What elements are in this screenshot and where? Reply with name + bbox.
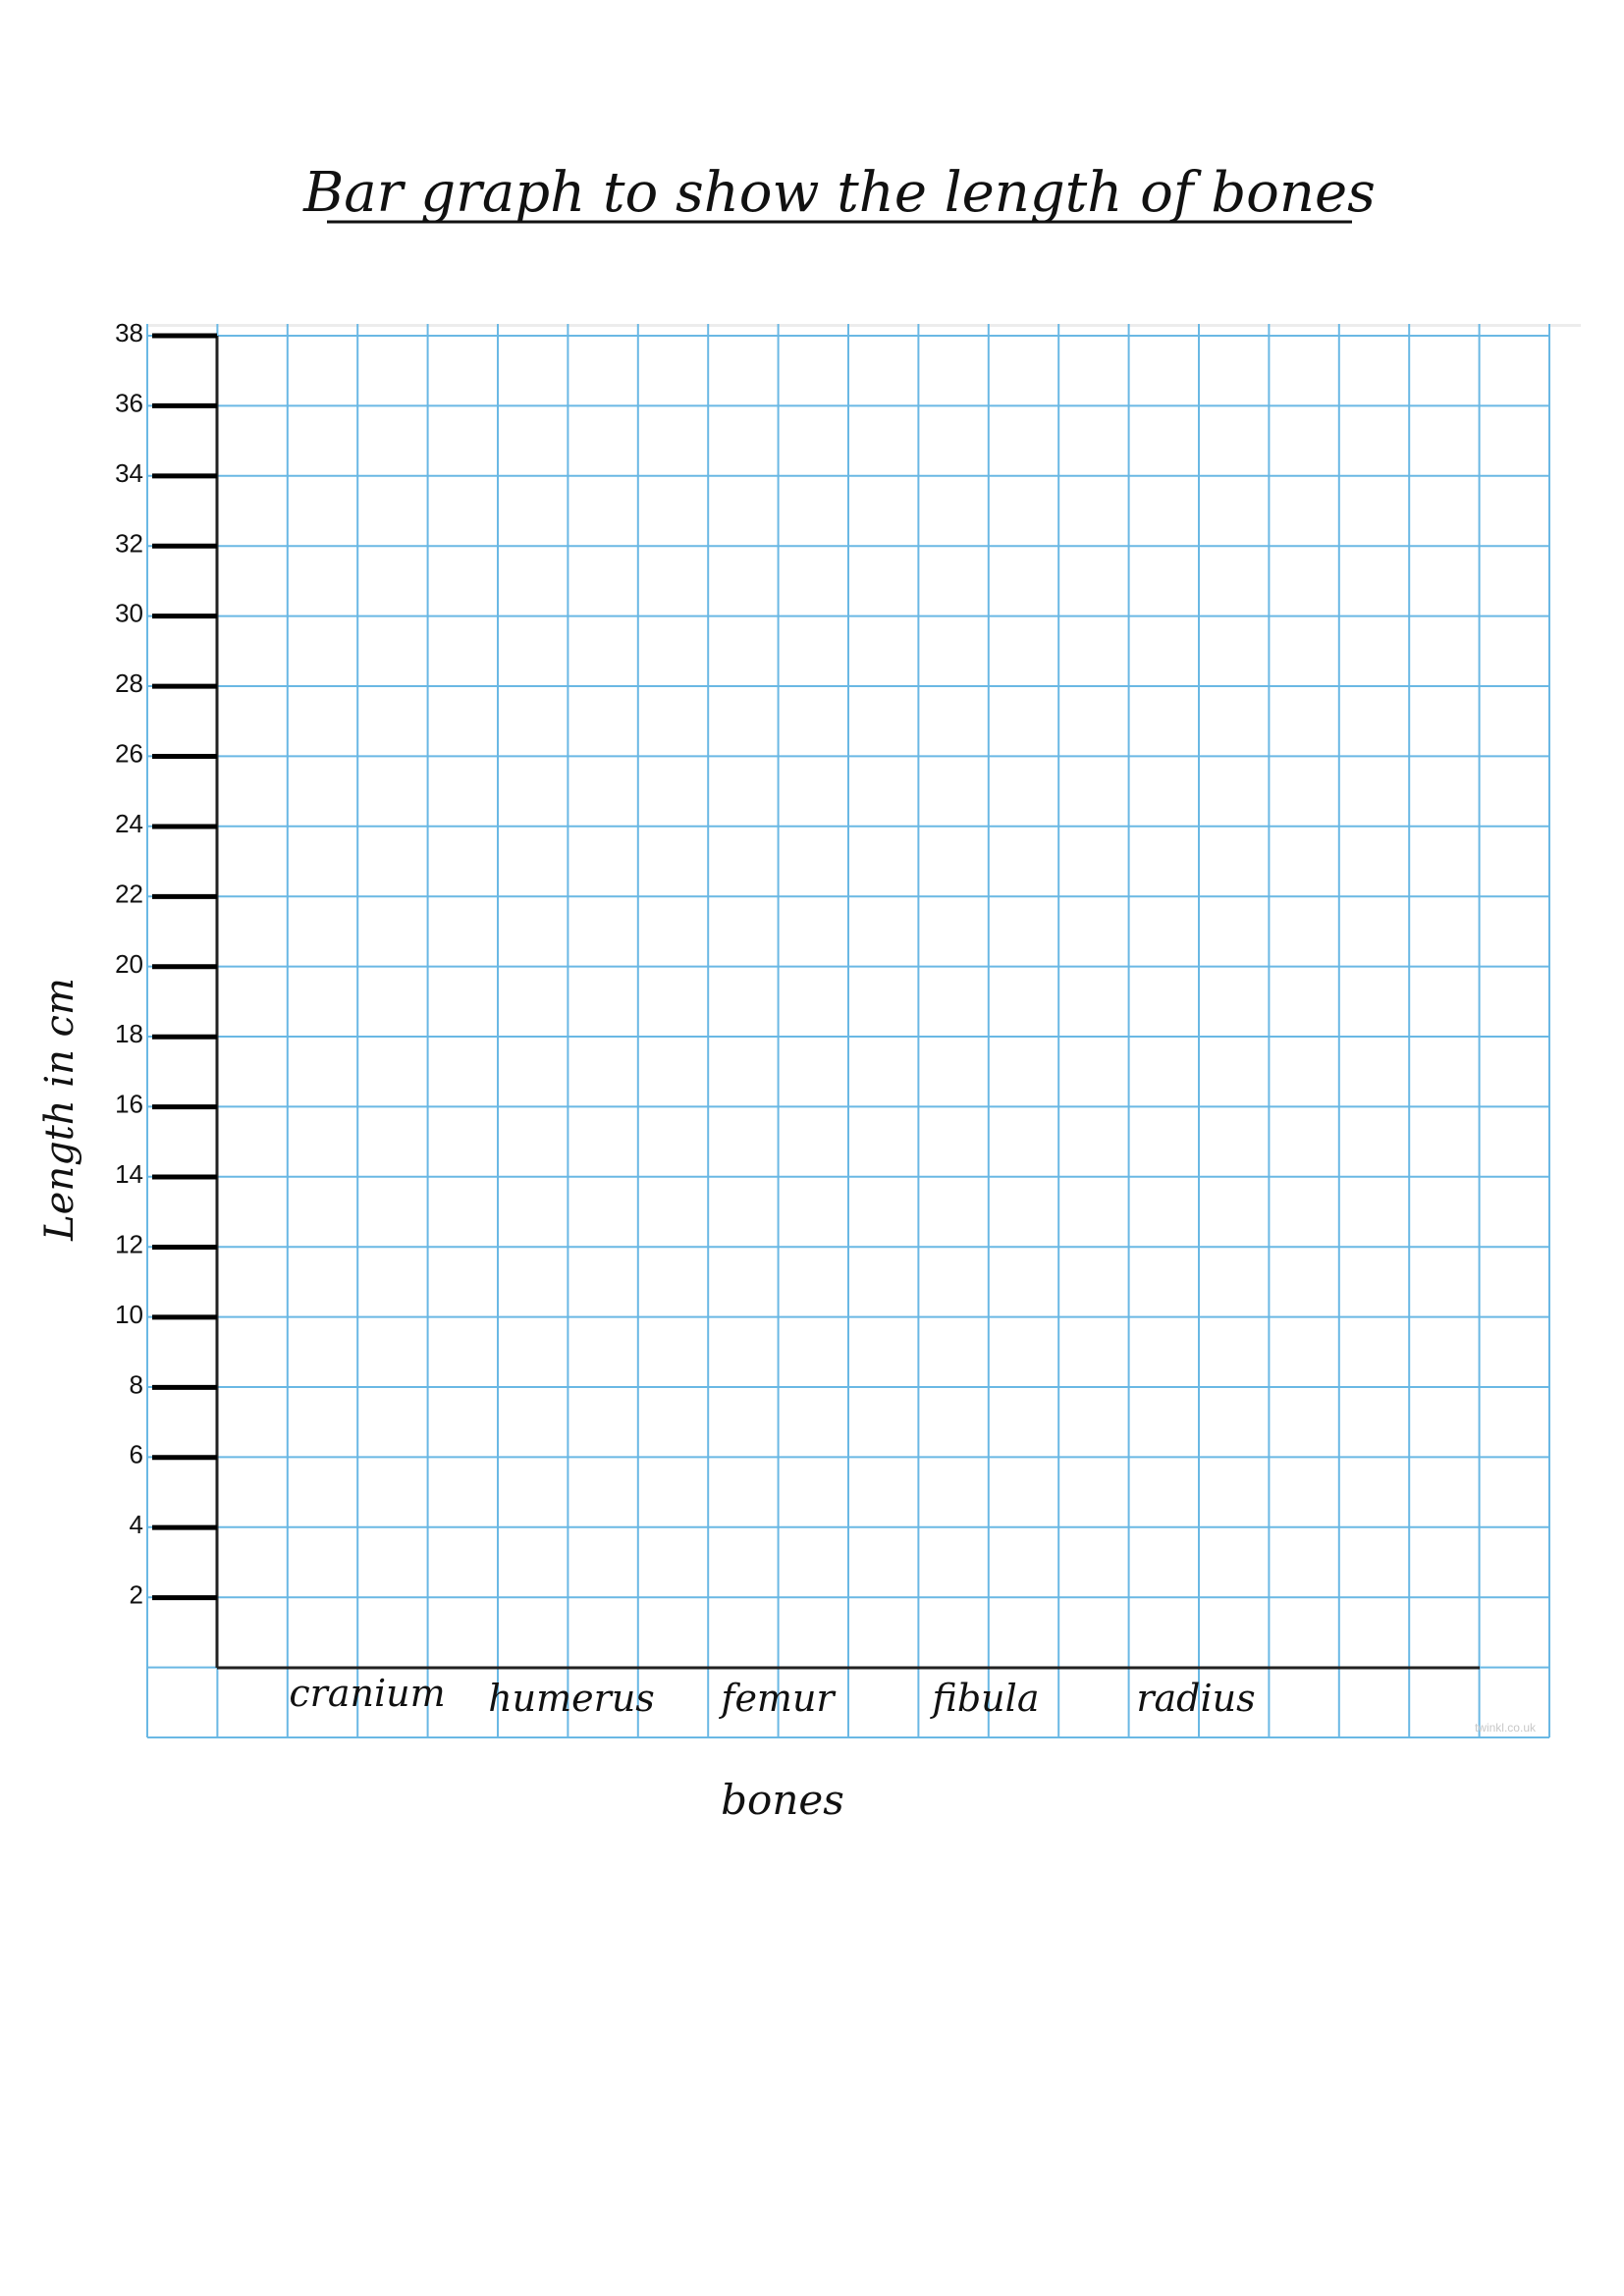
grid-top-band <box>147 324 1581 327</box>
y-tick-label: 36 <box>115 388 143 418</box>
y-tick-label: 6 <box>129 1439 143 1469</box>
y-tick-label: 8 <box>129 1369 143 1400</box>
y-axis-label: Length in cm <box>37 978 82 1241</box>
y-ticks <box>115 318 217 1610</box>
y-tick-label: 24 <box>115 808 143 838</box>
x-tick-label: fibula <box>932 1677 1040 1720</box>
x-tick-label: radius <box>1136 1677 1256 1720</box>
x-axis-label: bones <box>721 1776 844 1824</box>
x-category-labels <box>289 1672 1255 1720</box>
y-tick-label: 16 <box>115 1089 143 1119</box>
y-tick-label: 10 <box>115 1299 143 1329</box>
y-tick-label: 22 <box>115 879 143 909</box>
y-tick-label: 26 <box>115 738 143 769</box>
y-tick-label: 34 <box>115 457 143 488</box>
y-tick-label: 18 <box>115 1019 143 1049</box>
y-tick-label: 32 <box>115 528 143 559</box>
y-tick-label: 4 <box>129 1510 143 1540</box>
y-tick-label: 2 <box>129 1579 143 1610</box>
y-tick-label: 28 <box>115 668 143 699</box>
y-tick-label: 14 <box>115 1159 143 1190</box>
grid <box>147 324 1581 1737</box>
y-tick-label: 30 <box>115 598 143 628</box>
x-tick-label: femur <box>721 1677 835 1720</box>
y-tick-label: 20 <box>115 948 143 979</box>
chart-title: Bar graph to show the length of bones <box>303 161 1376 225</box>
watermark: twinkl.co.uk <box>1474 1721 1536 1735</box>
x-tick-label: cranium <box>289 1672 446 1715</box>
y-tick-label: 38 <box>115 318 143 347</box>
x-tick-label: humerus <box>488 1677 655 1720</box>
y-tick-label: 12 <box>115 1229 143 1259</box>
